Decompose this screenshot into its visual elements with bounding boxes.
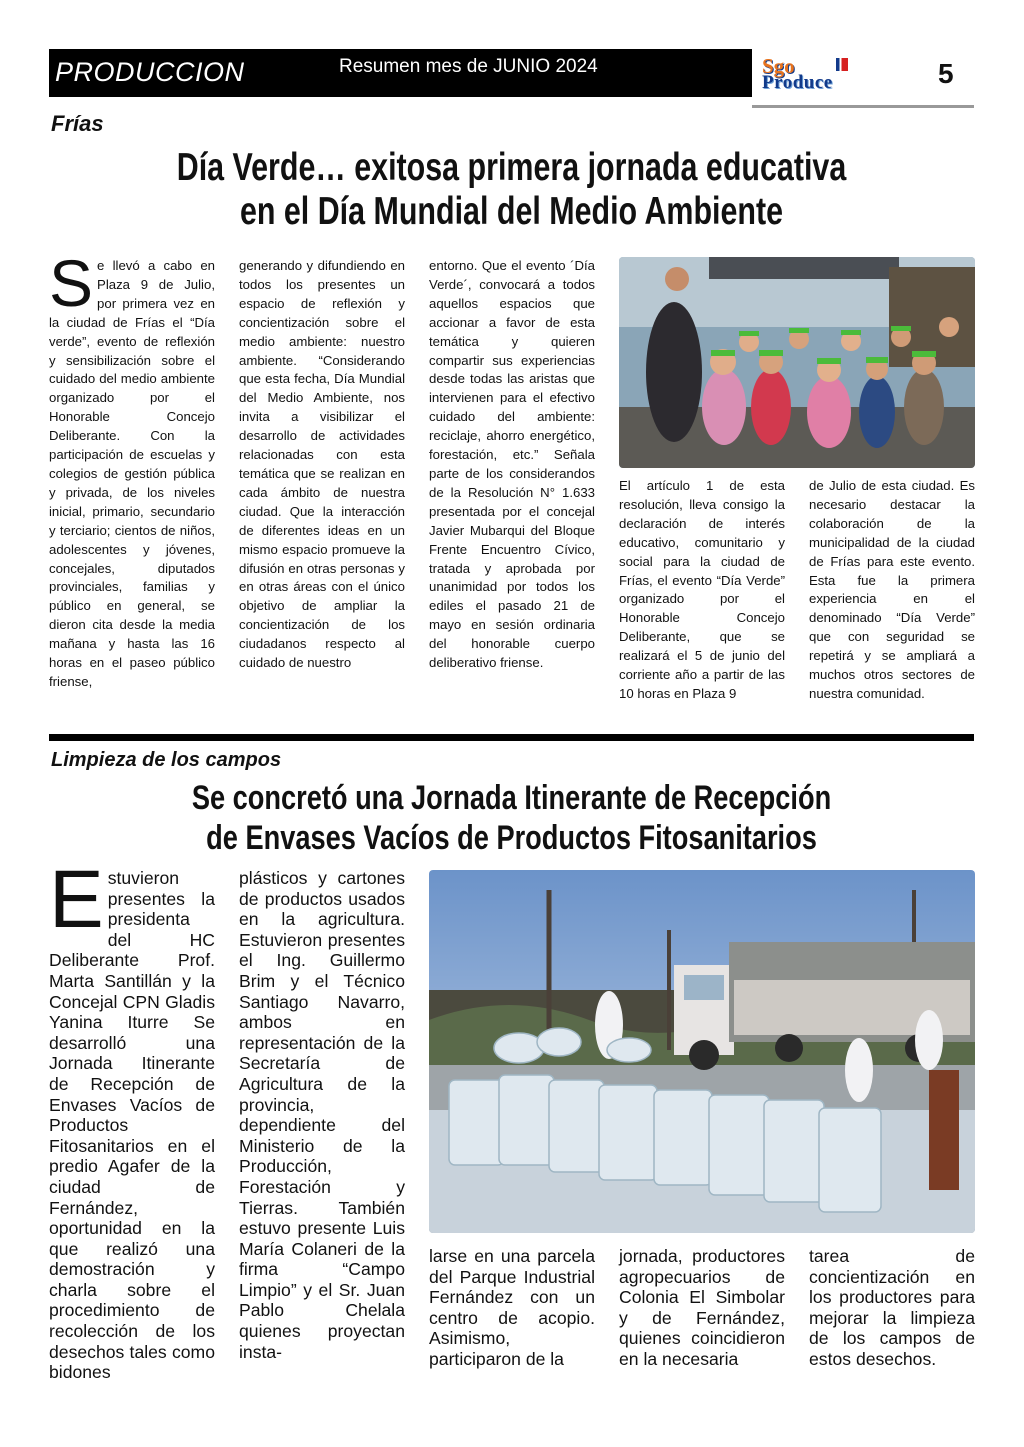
page-number: 5: [938, 58, 954, 89]
article2-column-3: larse en una parcela del Parque Industrial Fernández con un centro de acopio. Asimismo, participaron de la: [429, 1246, 595, 1369]
article1-headline-line2: en el Día Mundial del Medio Ambiente: [239, 190, 784, 233]
logo-word-produce: Produce: [762, 72, 833, 93]
article2-column-2: plásticos y cartones de productos usados en la agricultura. Estuvieron presentes el Ing. Guillermo Brim y el Técnico Santiago Navarro, ambos en representación de la Secretaría de Agricultura de la provincia, dependiente del Ministerio de la Producción, Forestación y Tierras. También estuvo presente Luis María Colaneri de la firma “Campo Limpio” y el Sr. Juan Pablo Chelala quienes proyectan insta-: [239, 868, 405, 1362]
article2-kicker: Limpieza de los campos: [51, 749, 282, 771]
article1-col1-text: e llevó a cabo en Plaza 9 de Julio, por primera vez en la ciudad de Frías el “Día verde”, evento de reflexión y sensibilización sobre el cuidado del medio ambiente organizado por el Honorable Concejo Deliberante. Con la participación de escuelas y colegios de gestión pública y privada, de los niveles inicial, primario, secundario y terciario; cientos de niños, adolescentes y jóvenes, concejales, diputados provinciales, familias y público en general, se dieron cita desde la media mañana y hasta las 16 horas en el paseo público friense,: [49, 258, 215, 689]
article1-headline: [151, 146, 873, 234]
photo-children-illustration: [619, 257, 975, 468]
publication-logo: [760, 54, 900, 94]
article1-column-1: [49, 246, 215, 692]
article2-photo-containers: [429, 870, 975, 1233]
logo-word-sgo: Sgo: [762, 54, 795, 78]
article2-headline: [142, 778, 882, 858]
article1-column-5: de Julio de esta ciudad. Es necesario destacar la colaboración de la municipalidad de la ciudad de Frías para este evento. Esta fue la primera experiencia en el denominado “Día Verde” que con seguridad se repetirá y se ampliará a muchos otros sectores de nuestra comunidad.: [809, 478, 975, 701]
article2-column-1: [49, 854, 215, 1383]
flag-icon: [836, 58, 848, 71]
article1-headline-line1: Día Verde… exitosa primera jornada educativa: [176, 146, 847, 189]
article2-column-5: tarea de concientización en los productores para mejorar la limpieza de los campos de estos desechos.: [809, 1246, 975, 1369]
issue-month: Resumen mes de JUNIO 2024: [339, 56, 598, 77]
article2-dropcap: E: [49, 854, 104, 945]
article2-col1-text: stuvieron presentes la presidenta del HC Deliberante Prof. Marta Santillán y la Concejal CPN Gladis Yanina Iturre Se desarrolló una Jornada Itinerante de Recepción de Envases Vacíos de Productos Fitosanitarios en el predio Agafer de la ciudad de Fernández, oportunidad en la que realizó una demostración y charla sobre el procedimiento de recolección de los desechos tales como bidones: [49, 868, 215, 1383]
article1-column-2: generando y difundiendo en todos los presentes un espacio de reflexión y concientización sobre el medio ambiente: nuestro ambiente. “Considerando que esta fecha, Día Mundial del Medio Ambiente, nos invita a visibilizar el desarrollo de actividades relacionadas con esta temática que se realizan en cada ámbito de nuestra ciudad. Que la interacción de diferentes ideas en un mismo espacio promueve la difusión en otras personas y en otras áreas con el único objetivo de ampliar la concientización de los ciudadanos respecto al cuidado de nuestro: [239, 258, 405, 671]
header-divider: [752, 105, 974, 108]
article1-kicker: Frías: [51, 111, 104, 136]
article2-headline-line2: de Envases Vacíos de Productos Fitosanitarios: [206, 819, 817, 857]
article2-column-4: jornada, productores agropecuarios de Colonia El Simbolar y de Fernández, quienes coincidieron en la necesaria: [619, 1246, 785, 1369]
article-divider: [49, 734, 974, 741]
article1-dropcap: S: [49, 246, 94, 320]
article1-column-4: El artículo 1 de esta resolución, lleva consigo la declaración de interés educativo, comunitario y social para la ciudad de Frías, el evento “Día Verde” organizado por el Honorable Concejo Deliberante, que se realizará el 5 de junio del corriente año a partir de las 10 horas en Plaza 9: [619, 478, 785, 701]
section-header-bar: [49, 49, 752, 97]
article2-headline-line1: Se concretó una Jornada Itinerante de Recepción: [191, 779, 832, 817]
section-title: PRODUCCION: [55, 57, 245, 87]
article1-column-3: entorno. Que el evento ´Día Verde´, convocará a todos aquellos espacios que accionar a favor de esta temática y quieren compartir sus experiencias desde todas las aristas que intervienen para el efectivo cuidado del ambiente: reciclaje, ahorro energético, forestación, etc.” Señala parte de los considerandos de la Resolución N° 1.633 presentada por el concejal Javier Mubarqui del Bloque Frente Encuentro Cívico, tratada y aprobada por unanimidad por todos los ediles el pasado 21 de mayo en sesión ordinaria del honorable cuerpo deliberativo friense.: [429, 258, 595, 671]
photo-containers-illustration: [429, 870, 975, 1233]
article1-photo-children: [619, 257, 975, 468]
